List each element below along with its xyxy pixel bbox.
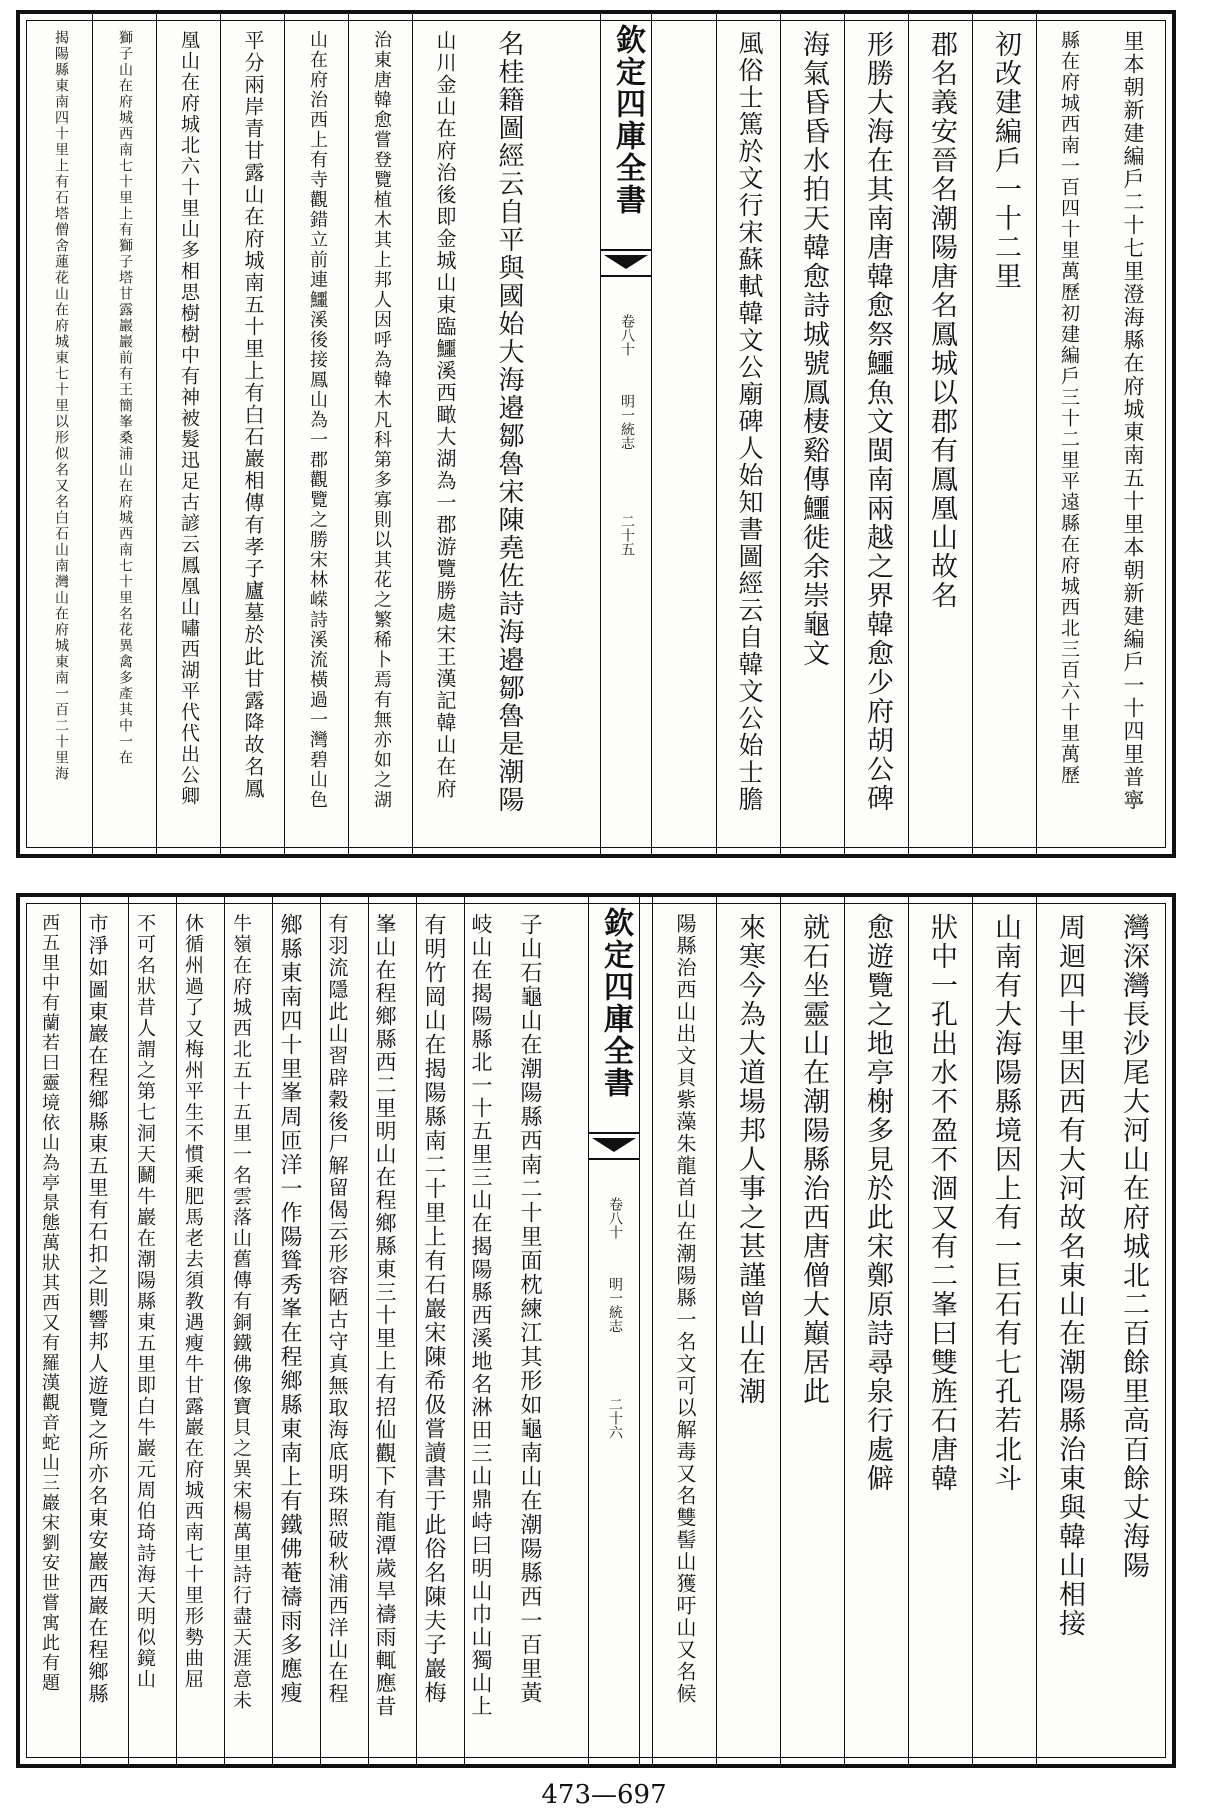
text-column: 凰山在府城北六十里山多相思樹樹中有神被髮迅足古諺云鳳凰山嘯西湖平代代出公卿 — [156, 14, 220, 854]
text-column: 初改建編戶一十二里 — [972, 14, 1036, 854]
text-column: 子山石龜山在潮陽縣西南二十里面枕練江其形如龜南山在潮陽縣西一百里黃 — [517, 913, 542, 1705]
banner-title: 欽定四庫全書 — [598, 907, 633, 1099]
text-column: 不可名狀昔人謂之第七洞天鬭牛巖在潮陽縣東五里即白牛巖元周伯琦詩海天明似鏡山 — [128, 897, 176, 1764]
text-columns-right — [716, 14, 1164, 854]
banner-volume: 卷八十 — [619, 314, 635, 356]
banner-source: 明一統志 — [619, 394, 635, 450]
fishtail-ornament — [589, 1132, 639, 1160]
text-column: 休循州過了又梅州平生不慣乘肥馬老去須教遇瘦牛甘露巖在府城西南七十里形勢曲屈 — [176, 897, 224, 1764]
banner-page: 二十六 — [607, 1397, 623, 1439]
page-number: 473—697 — [541, 1780, 667, 1810]
text-column: 名桂籍圖經云自平與國始大海邉鄒魯宋陳堯佐詩海邉鄒魯是潮陽 — [494, 30, 524, 814]
center-banner — [600, 14, 652, 854]
text-column: 揭陽縣東南四十里上有石塔僧舍蓮花山在府城東七十里以形似名又名白石山南灣山在府城東南一百二十里海 — [53, 30, 69, 782]
fishtail-ornament — [601, 249, 651, 277]
text-column: 市淨如圖東巖在程鄉縣東五里有石扣之則響邦人遊覽之所亦名東安巖西巖在程鄉縣 — [80, 897, 128, 1764]
text-column: 風俗士篤於文行宋蘇軾韓文公廟碑人始知書圖經云自韓文公始士膽 — [716, 14, 780, 854]
text-columns-right — [652, 897, 1164, 1764]
text-column: 海氣昏昏水拍天韓愈詩城號鳳棲谿傳鱷徙余崇龜文 — [780, 14, 844, 854]
text-columns-left — [28, 14, 540, 854]
text-column: 平分兩岸青甘露山在府城南五十里上有白石巖相傳有孝子廬墓於此甘露降故名鳳 — [220, 14, 284, 854]
text-column: 山川金山在府治後即金城山東臨鱷溪西瞰大湖為一郡游覽勝處宋王漢記韓山在府 — [412, 14, 476, 854]
text-column: 治東唐韓愈嘗登覽植木其上邦人因呼為韓木凡科第多寡則以其花之繁稀卜焉有無亦如之湖 — [348, 14, 412, 854]
banner-volume: 卷八十 — [607, 1197, 623, 1239]
text-column: 峯山在程鄉縣西二里明山在程鄉縣東三十里上有招仙觀下有龍潭歲旱禱雨輒應昔 — [368, 897, 416, 1764]
page-leaf-upper — [16, 10, 1176, 858]
text-column: 西五里中有蘭若曰靈境依山為亭景態萬狀其西又有羅漢觀音蛇山三巖宋劉安世嘗寓此有題 — [39, 913, 60, 1693]
text-column: 陽縣治西山出文貝紫藻朱龍首山在潮陽縣一名文可以解毒又名雙髻山獲吁山又名候 — [652, 897, 716, 1764]
banner-title: 欽定四庫全書 — [610, 24, 645, 216]
text-column: 里本朝新建編戶二十七里澄海縣在府城東南五十里本朝新建編戶一十四里普寧 — [1121, 30, 1145, 812]
page-leaf-lower — [16, 893, 1176, 1768]
text-column: 山南有大海陽縣境因上有一巨石有七孔若北斗 — [972, 897, 1036, 1764]
text-column: 周迴四十里因西有大河故名東山在潮陽縣治東與韓山相接 — [1036, 897, 1100, 1764]
center-banner — [588, 897, 640, 1764]
text-column: 灣深灣長沙尾大河山在府城北二百餘里高百餘丈海陽 — [1118, 913, 1149, 1580]
text-column: 牛嶺在府城西北五十五里一名雲落山舊傳有銅鐵佛像寶貝之異宋楊萬里詩行盡天涯意未 — [224, 897, 272, 1764]
text-column: 來寒今為大道場邦人事之甚謹曾山在潮 — [716, 897, 780, 1764]
text-column: 有明竹岡山在揭陽縣南二十里上有石巖宋陳希伋嘗讀書于此俗名陳夫子巖梅 — [416, 897, 464, 1764]
banner-source: 明一統志 — [607, 1277, 623, 1333]
banner-page: 二十五 — [619, 514, 635, 556]
text-column: 狀中一孔出水不盈不涸又有二峯曰雙旌石唐韓 — [908, 897, 972, 1764]
text-column: 獅子山在府城西南七十里上有獅子塔甘露巖巖前有王簡峯桑浦山在府城西南七十里名花異禽多產其中一在 — [92, 14, 156, 854]
text-column: 愈遊覽之地亭榭多見於此宋鄭原詩尋泉行處僻 — [844, 897, 908, 1764]
text-column: 形勝大海在其南唐韓愈祭鱷魚文閩南兩越之界韓愈少府胡公碑 — [844, 14, 908, 854]
text-column: 山在府治西上有寺觀錯立前連鱷溪後接鳳山為一郡觀覽之勝宋林嵘詩溪流橫過一灣碧山色 — [284, 14, 348, 854]
text-column: 縣在府城西南一百四十里萬歷初建編戶三十二里平遠縣在府城西北三百六十里萬歷 — [1036, 14, 1100, 854]
text-columns-left — [28, 897, 560, 1764]
text-column: 鄉縣東南四十里峯周匝洋一作陽聳秀峯在程鄉縣東南上有鐵佛菴禱雨多應瘦 — [272, 897, 320, 1764]
text-column: 有羽流隱此山習辟穀後尸解留偈云形容陋古守真無取海底明珠照破秋浦西洋山在程 — [320, 897, 368, 1764]
text-column: 郡名義安晉名潮陽唐名鳳城以郡有鳳凰山故名 — [908, 14, 972, 854]
text-column: 岐山在揭陽縣北一十五里三山在揭陽縣西溪地名淋田三山鼎峙曰明山巾山獨山上 — [464, 897, 512, 1764]
text-column: 就石坐靈山在潮陽縣治西唐僧大巔居此 — [780, 897, 844, 1764]
